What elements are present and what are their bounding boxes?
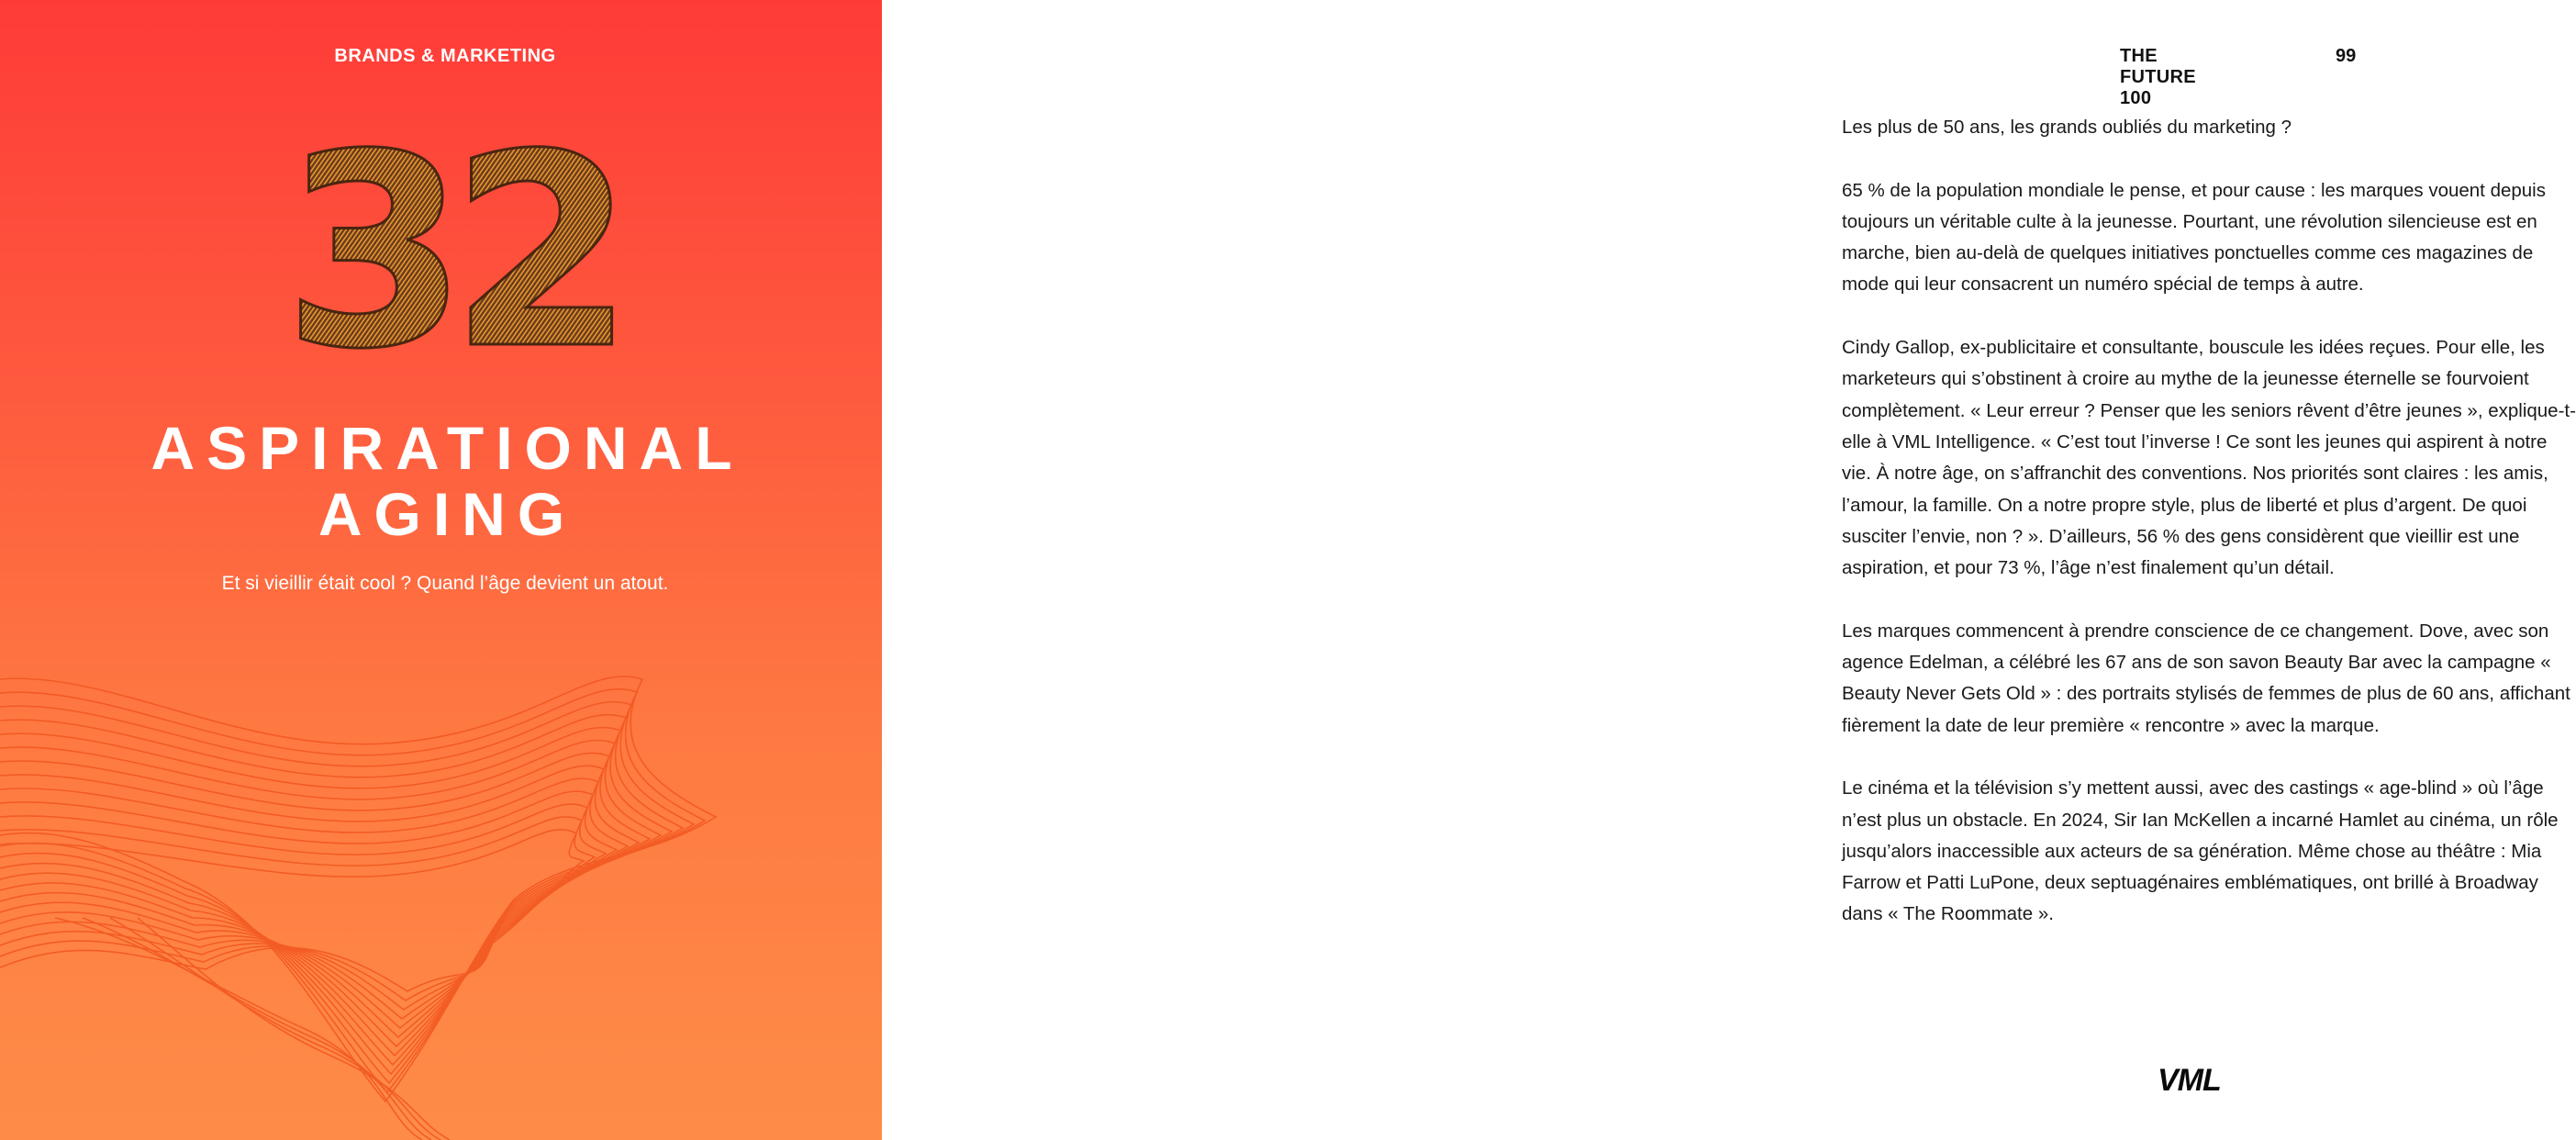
- page-number: 99: [2336, 46, 2357, 66]
- running-head: THE FUTURE 100: [2120, 46, 2196, 108]
- left-page: [0, 0, 882, 1140]
- paragraph: Cindy Gallop, ex-publicitaire et consultante, bouscule les idées reçues. Pour elle, les marketeurs qui s’obstinent à croire au mythe de la jeunesse éternelle se fourvoient complètement. « Leur erreur ? Penser que les seniors rêvent d’être jeunes », explique-t-elle à VML Intelligence. « C’est tout l’inverse ! Ce sont les jeunes qui aspirent à notre vie. À notre âge, on s’affranchit des conventions. Nos priorités sont claires : les amis, l’amour, la famille. On a notre propre style, plus de liberté et plus d’argent. De quoi susciter l’envie, non ? ». D’ailleurs, 56 % des gens considèrent que vieillir est une aspiration, et pour 73 %, l’âge n’est finalement qu’un détail.: [1842, 337, 2576, 579]
- trend-number-graphic: [275, 98, 624, 408]
- title-line-2: AGING: [318, 480, 577, 548]
- article-title: [0, 415, 895, 547]
- paragraph: Les marques commencent à prendre conscience de ce changement. Dove, avec son agence Edelman, a célébré les 67 ans de son savon Beauty Bar avec la campagne « Beauty Never Gets Old » : des portraits stylisés de femmes de plus de 60 ans, affichant fièrement la date de leur première « rencontre » avec la marque.: [1842, 620, 2570, 736]
- paragraph: 65 % de la population mondiale le pense, et pour cause : les marques vouent depuis toujours un véritable culte à la jeunesse. Pourtant, une révolution silencieuse est en marche, bien au-delà de quelques initiatives ponctuelles comme ces magazines de mode qui leur consacrent un numéro spécial de temps à autre.: [1842, 179, 2546, 296]
- section-label: BRANDS & MARKETING: [334, 46, 556, 66]
- wave-decoration: [0, 643, 882, 1140]
- article-subtitle: Et si vieillir était cool ? Quand l’âge devient un atout.: [221, 573, 669, 594]
- paragraph: Le cinéma et la télévision s’y mettent aussi, avec des castings « age-blind » où l’âge n’est plus un obstacle. En 2024, Sir Ian McKellen a incarné Hamlet au cinéma, un rôle jusqu’alors inaccessible aux acteurs de sa génération. Même chose au théâtre : Mia Farrow et Patti LuPone, deux septuagénaires emblématiques, ont brillé à Broadway dans « The Roommate ».: [1842, 777, 2559, 925]
- article-body: [1842, 112, 2576, 962]
- vml-logo: VML: [2158, 1063, 2221, 1098]
- title-line-1: ASPIRATIONAL: [151, 414, 744, 482]
- paragraph: Les plus de 50 ans, les grands oubliés du marketing ?: [1842, 117, 2292, 138]
- right-page: [882, 0, 2576, 1140]
- trend-number: 32: [283, 98, 617, 408]
